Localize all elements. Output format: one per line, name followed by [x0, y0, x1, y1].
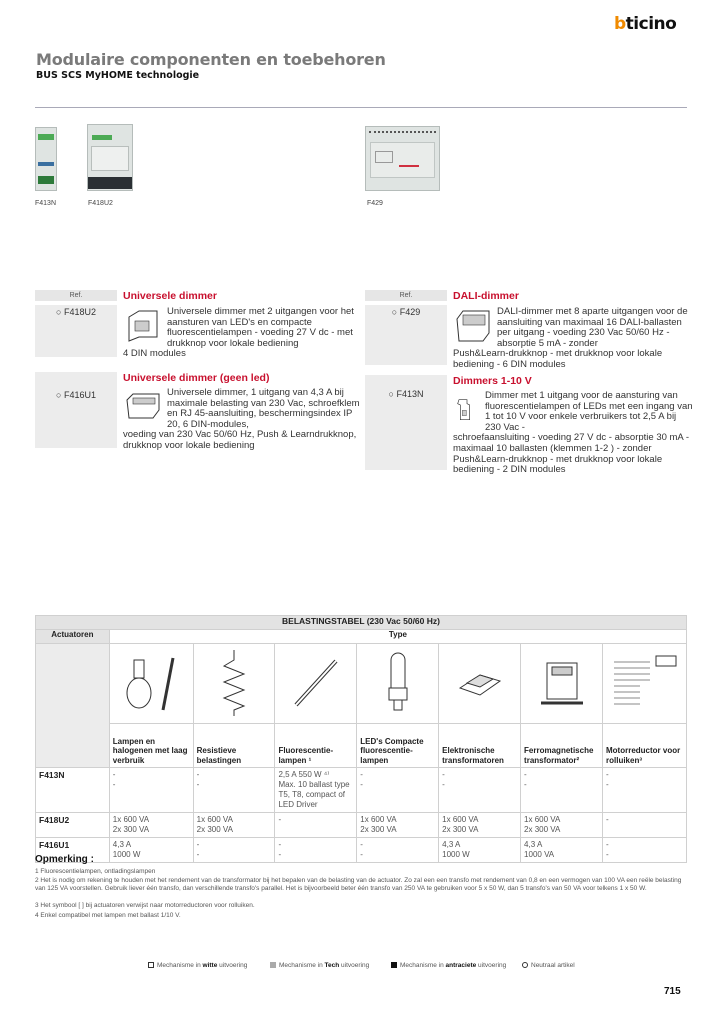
row-header: F413N — [36, 768, 110, 813]
legend-item-white: Mechanisme in witte uitvoering — [148, 962, 247, 969]
dali-module-icon — [455, 307, 491, 343]
ref-header: Ref. — [365, 290, 447, 301]
legend-item-antraciet: Mechanisme in antraciete uitvoering — [391, 962, 506, 969]
type-header: Type — [109, 630, 686, 644]
note-item: 4 Enkel compatibel met lampen met ballast 1/10 V. — [35, 912, 181, 919]
ferromagnetic-transformer-icon — [521, 644, 603, 724]
product-description: DALI-dimmer met 8 aparte uitgangen voor de aansluiting van maximaal 16 DALI-ballasten per uitgang - voeding 230 Vac 50/60 Hz - absorptie 5 mA - zonder Push&Learn-drukknop - met drukknop voor lokale bediening - 6 DIN modules — [453, 306, 688, 370]
table-cell: - - — [275, 838, 357, 863]
white-square-icon — [148, 962, 154, 968]
table-cell: - - — [603, 768, 687, 813]
notes-title: Opmerking : — [35, 854, 94, 865]
product-image-f418u2 — [87, 124, 133, 191]
gray-square-icon — [270, 962, 276, 968]
table-cell: - - — [193, 838, 275, 863]
fluorescent-tube-icon — [275, 644, 357, 724]
table-cell: - - — [357, 768, 439, 813]
row-header: F416U1 — [36, 838, 110, 863]
bticino-logo: bticino — [614, 14, 677, 34]
section-title-dali-dimmer: DALI-dimmer — [453, 290, 519, 302]
column-header: Elektronische transformatoren — [439, 724, 521, 768]
table-cell: - — [275, 813, 357, 838]
table-cell: 2,5 A 550 W ⁴⁾ Max. 10 ballast type T5, T8, compact of LED Driver — [275, 768, 357, 813]
black-square-icon — [391, 962, 397, 968]
table-cell: 4,3 A 1000 W — [439, 838, 521, 863]
page-number: 715 — [664, 986, 681, 997]
note-item: 3 Het symbool [ ] bij actuatoren verwijst naar motorreductoren voor rolluiken. — [35, 902, 255, 909]
section-title-universele-dimmer-geen-led: Universele dimmer (geen led) — [123, 372, 270, 384]
actuators-header: Actuatoren — [36, 630, 110, 644]
legend-item-neutral: Neutraal artikel — [522, 962, 575, 969]
table-cell: 1x 600 VA 2x 300 VA — [521, 813, 603, 838]
section-title-universele-dimmer: Universele dimmer — [123, 290, 217, 302]
table-cell: - - — [109, 768, 193, 813]
resistor-icon — [193, 644, 275, 724]
legend-item-tech: Mechanisme in Tech uitvoering — [270, 962, 369, 969]
table-cell: 1x 600 VA 2x 300 VA — [193, 813, 275, 838]
table-cell: - - — [193, 768, 275, 813]
table-cell: 1x 600 VA 2x 300 VA — [439, 813, 521, 838]
ref-code: ○ F418U2 — [35, 305, 117, 357]
electronic-transformer-icon — [439, 644, 521, 724]
product-label: F418U2 — [88, 200, 113, 207]
table-row — [36, 768, 687, 813]
product-image-f429 — [365, 126, 440, 191]
table-cell: - - — [521, 768, 603, 813]
din-module-icon — [455, 391, 479, 427]
product-description: Universele dimmer met 2 uitgangen voor het aansturen van LED's en compacte fluorescentielampen - voeding 27 V dc - met drukknop voor lokale bediening 4 DIN modules — [123, 306, 354, 360]
table-cell: - - — [603, 838, 687, 863]
dimmer-module-icon — [125, 388, 161, 424]
lamp-halogen-icon — [109, 644, 193, 724]
row-header: F418U2 — [36, 813, 110, 838]
note-item: 2 Het is nodig om rekening te houden met het rendement van de transformator bij het bepalen van de belasting van de actuator. Zo zal een een transfo met rendement van 0,8 en een vermogen van 100 VA een reële belasting van 125 VA voorstellen. Gebruik liever één transfo, dan verschillende transfo's parallel. Het is bijvoorbeeld beter één transfo van 250 VA te gebruiken voor 5 x 50 W, dan 5 transfo's van 50 VA voor telkens 1 x 50 W. — [35, 877, 682, 892]
ref-header: Ref. — [35, 290, 117, 301]
page-title: Modulaire componenten en toebehoren — [36, 50, 386, 69]
note-item: 1 Fluorescentielampen, ontladingslampen — [35, 868, 156, 875]
product-label: F429 — [367, 200, 383, 207]
ref-code: ○ F416U1 — [35, 372, 117, 448]
circle-icon — [522, 962, 528, 968]
table-cell: 4,3 A 1000 W — [109, 838, 193, 863]
product-description: Dimmer met 1 uitgang voor de aansturing van fluorescentielampen of LEDs met een ingang van 1 tot 10 V voor enkele verbruikers tot 2,5 A bij 230 Vac - schroefaansluiting - voeding 27 V dc - absorptie 30 mA - maximaal 10 ballasten (klemmen 1-2 ) - zonder Push&Learn-drukknop - met drukknop voor lokale bediening - 2 DIN modules — [453, 390, 693, 476]
column-header: Fluorescentie-lampen ¹ — [275, 724, 357, 768]
table-row — [36, 838, 687, 863]
product-label: F413N — [35, 200, 57, 207]
load-table — [35, 615, 687, 863]
actuators-blank — [36, 644, 110, 768]
shutter-motor-icon — [603, 644, 687, 724]
product-description: Universele dimmer, 1 uitgang van 4,3 A bij maximale belasting van 230 Vac, schroefklem en RJ 45-aansluiting, beschermingsindex IP 20, 6 DIN-modules, voeding van 230 Vac 50/60 Hz, Push & Learndrukknop, drukknop voor lokale bediening — [123, 387, 360, 451]
ref-code: ○ F429 — [365, 305, 447, 365]
table-cell: 1x 600 VA 2x 300 VA — [109, 813, 193, 838]
page-subtitle: BUS SCS MyHOME technologie — [36, 70, 200, 81]
table-cell: 1x 600 VA 2x 300 VA — [357, 813, 439, 838]
table-row — [36, 813, 687, 838]
table-cell: - - — [357, 838, 439, 863]
table-cell: - - — [439, 768, 521, 813]
column-header: LED's Compacte fluorescentie-lampen — [357, 724, 439, 768]
section-title-dimmers-1-10v: Dimmers 1-10 V — [453, 375, 532, 387]
table-cell: - — [603, 813, 687, 838]
column-header: Ferromagnetische transformator² — [521, 724, 603, 768]
table-cell: 4,3 A 1000 VA — [521, 838, 603, 863]
column-header: Motorreductor voor rolluiken³ — [603, 724, 687, 768]
column-header: Resistieve belastingen — [193, 724, 275, 768]
dimmer-module-icon — [125, 307, 161, 343]
product-image-f413n — [35, 127, 57, 191]
header-divider — [35, 107, 687, 108]
load-table-title: BELASTINGSTABEL (230 Vac 50/60 Hz) — [36, 616, 687, 630]
ref-code: ○ F413N — [365, 375, 447, 470]
column-header: Lampen en halogenen met laag verbruik — [109, 724, 193, 768]
compact-fluorescent-icon — [357, 644, 439, 724]
